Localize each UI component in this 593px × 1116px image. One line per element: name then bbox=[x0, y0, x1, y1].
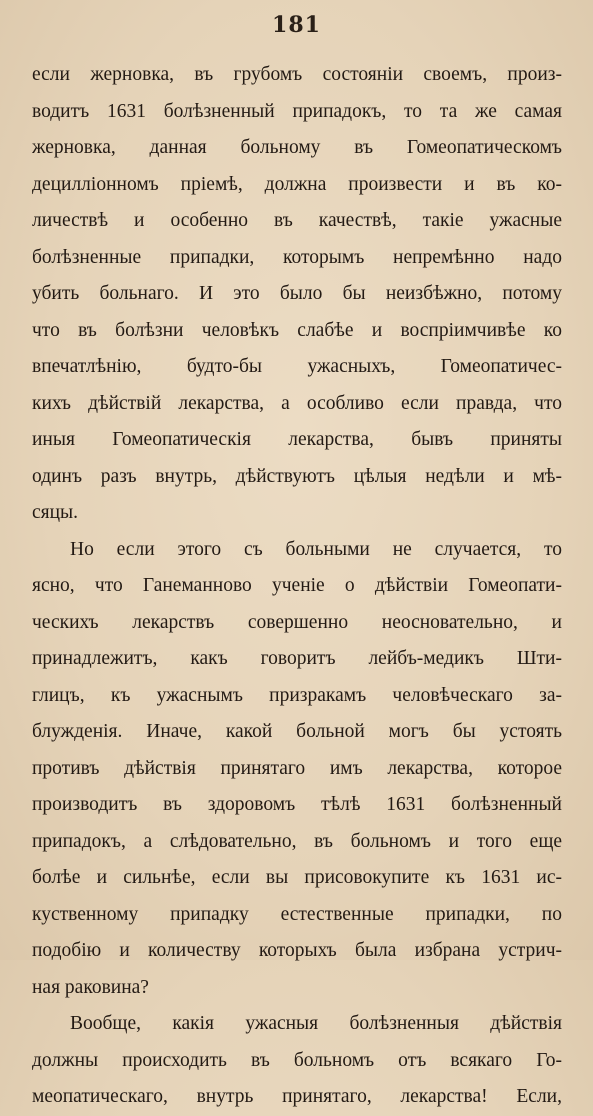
page-number: 181 bbox=[272, 12, 321, 38]
text-line: убить больнаго. И это было бы неизбѣжно, потому bbox=[32, 283, 562, 304]
text-line: дециллiонномъ прiемѣ, должна произвести и въ ко- bbox=[32, 173, 562, 195]
text-line: припадокъ, а слѣдовательно, въ больномъ и того еще bbox=[32, 830, 562, 852]
text-line: Но если этого съ больными не случается, то bbox=[70, 538, 562, 560]
text-line: противъ дѣйствiя принятаго имъ лекарства, которое bbox=[32, 757, 562, 779]
text-line: ная раковина? bbox=[32, 976, 149, 998]
text-line: ясно, что Ганеманново ученiе о дѣйствiи Гомеопати- bbox=[32, 575, 562, 596]
text-line: жерновка, данная больному въ Гомеопатическомъ bbox=[32, 137, 562, 158]
text-line: впечатлѣнiю, будто-бы ужасныхъ, Гомеопатичес- bbox=[32, 356, 562, 377]
text-line: ческихъ лекарствъ совершенно неосновательно, и bbox=[32, 611, 562, 633]
text-line: куственному припадку естественные припадки, по bbox=[32, 903, 562, 925]
text-line: меопатическаго, внутрь принятаго, лекарства! Если, bbox=[32, 1086, 562, 1107]
text-line: принадлежитъ, какъ говоритъ лейбъ-медикъ Шти- bbox=[32, 648, 562, 669]
body-text bbox=[32, 57, 562, 1116]
text-line: должны происходить въ больномъ отъ всякаго Го- bbox=[32, 1049, 562, 1071]
text-line: блужденiя. Иначе, какой больной могъ бы устоять bbox=[32, 721, 562, 742]
text-line: глицъ, къ ужаснымъ призракамъ человѣческаго за- bbox=[32, 684, 562, 706]
text-line: если жерновка, въ грубомъ состояніи своемъ, произ- bbox=[32, 64, 562, 85]
text-line: производитъ въ здоровомъ тѣлѣ 1631 болѣзненный bbox=[32, 794, 562, 815]
text-line: одинъ разъ внутрь, дѣйствуютъ цѣлыя недѣли и мѣ- bbox=[32, 465, 562, 487]
text-line: иныя Гомеопатическiя лекарства, бывъ приняты bbox=[32, 429, 562, 450]
text-line: кихъ дѣйствiй лекарства, а особливо если правда, что bbox=[32, 392, 562, 414]
text-line: болѣзненные припадки, которымъ непремѣнно надо bbox=[32, 246, 562, 268]
text-line: сяцы. bbox=[32, 502, 79, 523]
text-line: болѣе и сильнѣе, если вы присовокупите къ 1631 ис- bbox=[32, 867, 562, 888]
text-line: что въ болѣзни человѣкъ слабѣе и воспрiимчивѣе ко bbox=[32, 319, 562, 341]
text-line: личествѣ и особенно въ качествѣ, такiе ужасные bbox=[32, 210, 562, 231]
text-line: водитъ 1631 болѣзненный припадокъ, то та же самая bbox=[32, 100, 562, 122]
text-line: Вообще, какiя ужасныя болѣзненныя дѣйствiя bbox=[70, 1013, 562, 1034]
text-line: подобiю и количеству которыхъ была избрана устрич- bbox=[32, 940, 562, 961]
